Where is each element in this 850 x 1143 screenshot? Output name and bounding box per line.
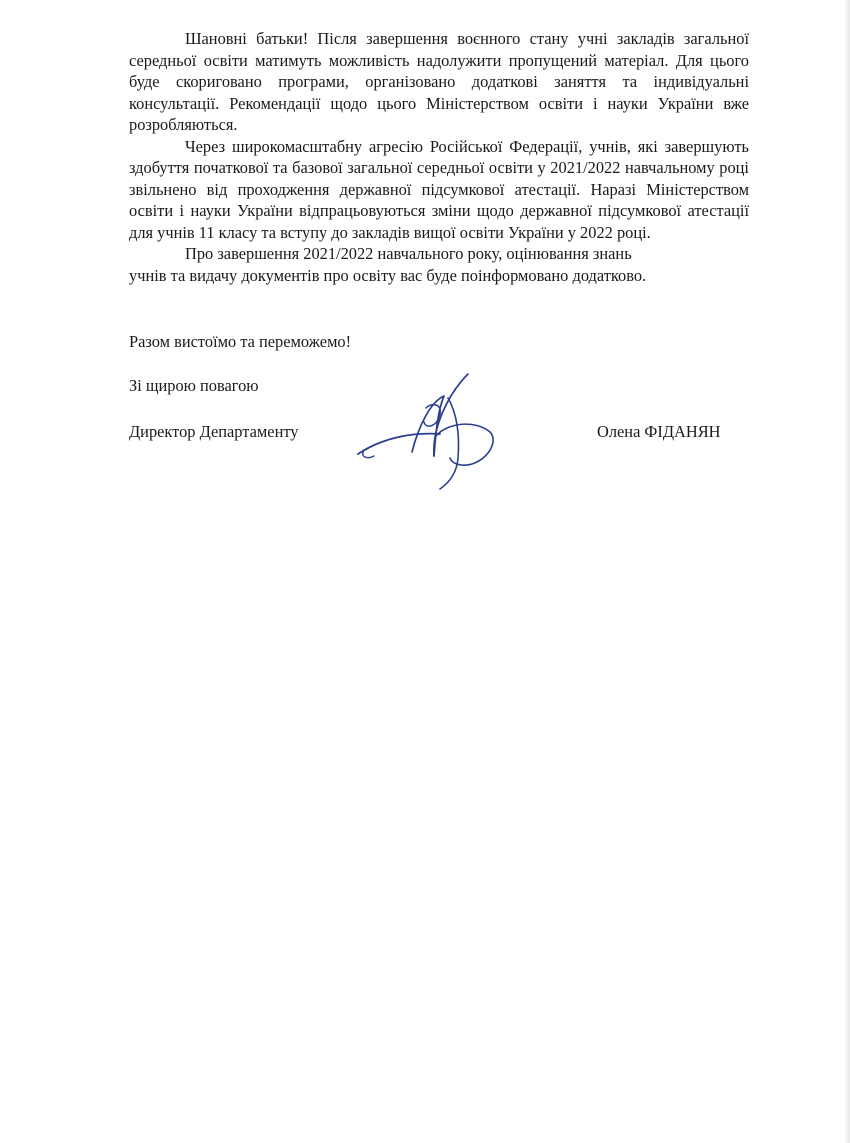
signatory-name: Олена ФІДАНЯН: [597, 422, 721, 441]
paragraph-postwar-catch-up: Шановні батьки! Після завершення воєнного стану учні закладів загальної середньої освіти матимуть можливість надолужити пропущений матеріал. Для цього буде скориговано програми, організовано додаткові заняття та індивідуальні консультації. Рекомендації щодо цього Міністерством освіти і науки України вже розробляються.: [129, 29, 749, 134]
regards-line: Зі щирою повагою: [129, 376, 259, 395]
closing-phrase: Разом вистоїмо та переможемо!: [129, 332, 352, 351]
letter-body: [129, 28, 749, 286]
paragraph-attestation-exemption: Через широкомасштабну агресію Російської Федерації, учнів, які завершують здобуття початкової та базової загальної середньої освіти у 2021/2022 навчальному році звільнено від проходження державної підсумкової атестації. Наразі Міністерством освіти і науки України відпрацьовуються зміни щодо державної підсумкової атестації для учнів 11 класу та вступу до закладів вищої освіти України у 2022 році.: [129, 136, 749, 242]
page-edge-shadow: [844, 0, 850, 1143]
paragraph-school-year-end: Про завершення 2021/2022 навчального року, оцінювання знань: [185, 244, 632, 263]
handwritten-signature: [352, 368, 512, 493]
signatory-position: Директор Департаменту: [129, 422, 299, 441]
paragraph-school-year-end-continued: учнів та видачу документів про освіту вас буде поінформовано додатково.: [129, 265, 647, 285]
